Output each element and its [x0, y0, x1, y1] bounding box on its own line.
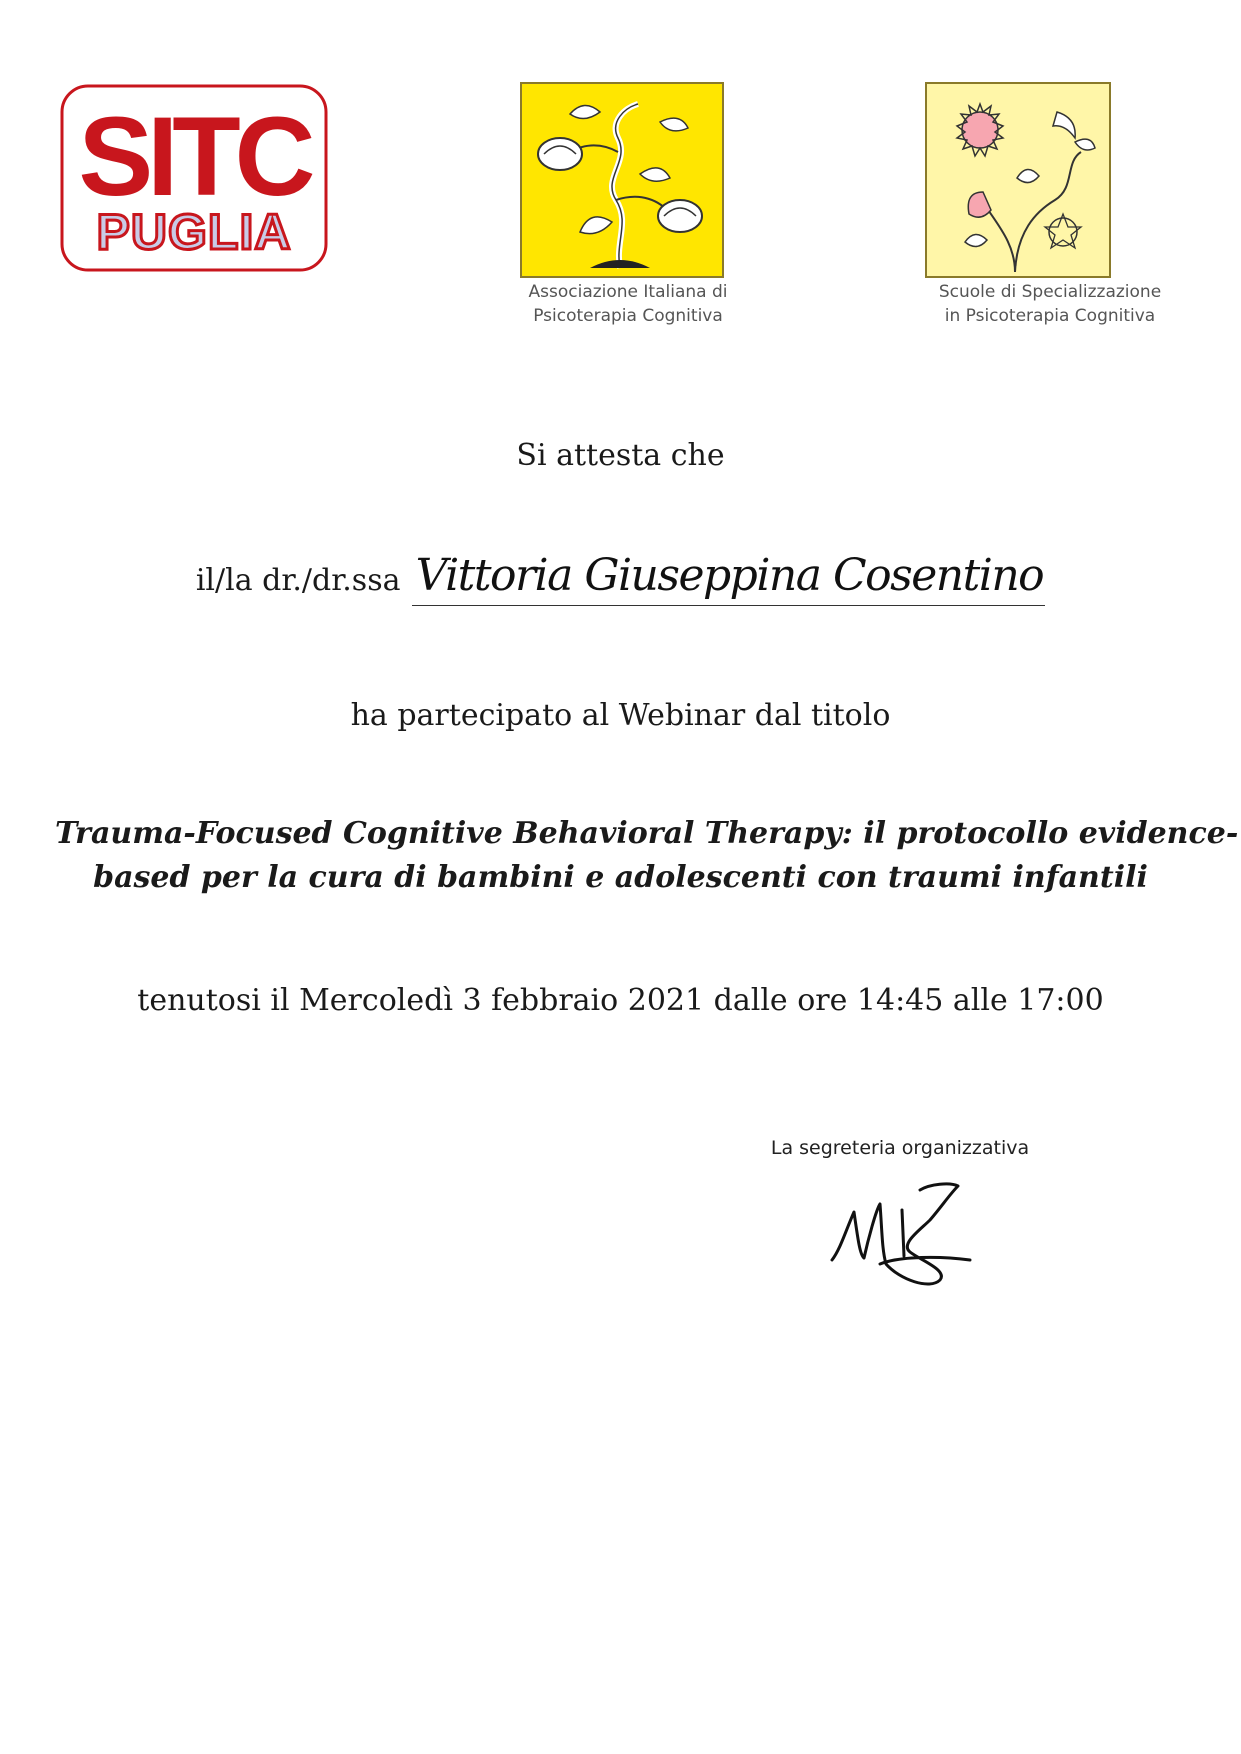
- webinar-title-line1: Trauma-Focused Cognitive Behavioral Therapy: il protocollo evidence-: [55, 816, 1239, 851]
- sspc-caption: [905, 280, 1195, 328]
- webinar-title: [55, 812, 1239, 900]
- recipient-prefix: il/la dr./dr.ssa: [195, 563, 401, 598]
- secretary-label: La segreteria organizzativa: [770, 1137, 1030, 1159]
- aipc-caption-line1: Associazione Italiana di: [528, 282, 728, 302]
- sspc-caption-line2: in Psicoterapia Cognitiva: [944, 306, 1156, 326]
- handwritten-signature: [820, 1160, 980, 1300]
- aipc-caption: [500, 280, 756, 328]
- recipient-row: [0, 550, 1241, 606]
- sspc-caption-line1: Scuole di Specializzazione: [938, 282, 1162, 302]
- event-date-line: tenutosi il Mercoledì 3 febbraio 2021 dalle ore 14:45 alle 17:00: [137, 983, 1104, 1018]
- sitc-puglia-logo: [59, 83, 329, 273]
- svg-text:SITC: SITC: [78, 94, 310, 219]
- webinar-title-line2: based per la cura di bambini e adolescenti con traumi infantili: [93, 860, 1148, 895]
- attestation-heading: Si attesta che: [516, 438, 725, 473]
- svg-text:PUGLIA: PUGLIA: [96, 204, 292, 260]
- aipc-caption-line2: Psicoterapia Cognitiva: [533, 306, 723, 326]
- recipient-name: Vittoria Giuseppina Cosentino: [412, 550, 1046, 606]
- participation-text: ha partecipato al Webinar dal titolo: [350, 698, 891, 733]
